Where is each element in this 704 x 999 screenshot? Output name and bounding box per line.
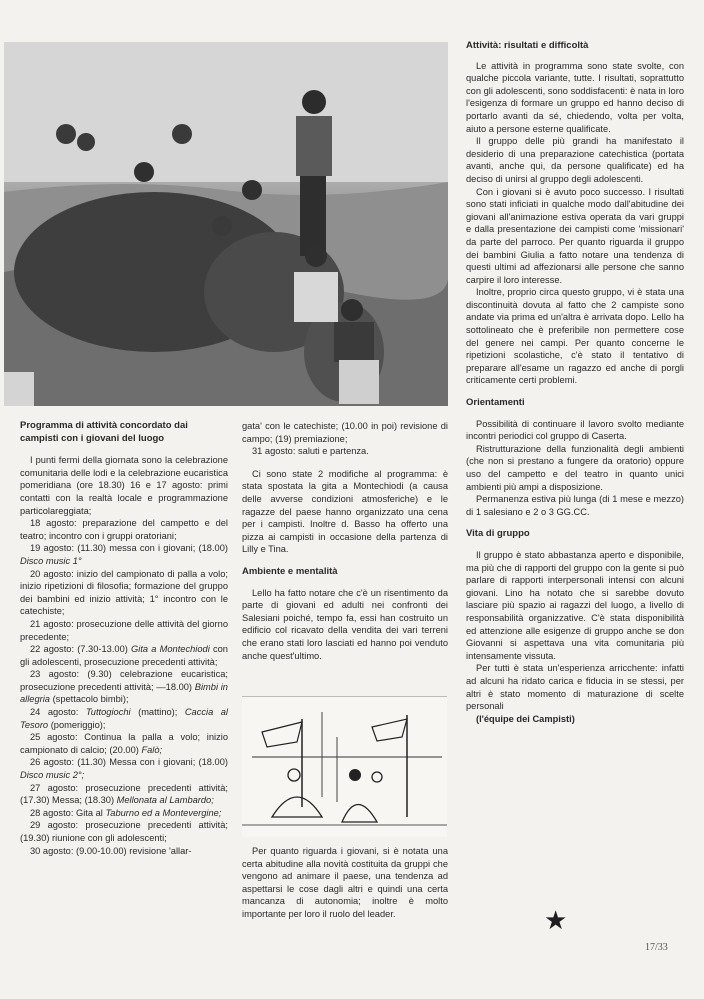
group-life-heading: Vita di gruppo bbox=[466, 528, 530, 540]
program-day-28: 28 agosto: Gita al Taburno ed a Montevergine; bbox=[30, 807, 222, 818]
results-paragraph-3: Con i giovani si è avuto poco successo. I risultati sono stati inficiati in qualche modo dall'abitudine dei giovani all'animazione estiva operata da vari gruppi e dalla presentazione dei campisti come 'missionari' da parte del parroco. Per quanto riguarda il gruppo dei bambini Giulia a fatto notare una tendenza di questi ultimi ad affezionarsi alle persone che sanno carpire il loro interesse. bbox=[466, 186, 684, 285]
orientations-paragraph-3: Permanenza estiva più lunga (di 1 mese e mezzo) di 1 salesiano e 2 o 3 GG.CC. bbox=[466, 494, 684, 517]
column-middle bbox=[242, 420, 448, 662]
sketch-illustration bbox=[242, 696, 447, 837]
signature: (l'équipe dei Campisti) bbox=[476, 713, 575, 724]
results-paragraph-4: Inoltre, proprio circa questo gruppo, vi è stata una discontinuità dovuta al fatto che 2 campiste sono andate via prima ed un'altra è arrivata dopo. Lello ha sottolineato che è preferibile non permettere cose del genere nei campi. Per quanto concerne le ripetizioni scolastiche, c'è stato il tentativo di preparare all'esame un ragazzo ed anche di porgli criticamente certi problemi. bbox=[466, 287, 684, 386]
results-heading: Attività: risultati e difficoltà bbox=[466, 40, 589, 51]
program-continued: gata' con le catechiste; (10.00 in poi) revisione di campo; (19) premiazione; bbox=[242, 421, 448, 444]
column-middle-bottom bbox=[242, 845, 448, 921]
orientations-heading: Orientamenti bbox=[466, 397, 525, 409]
environment-paragraph-2: Per quanto riguarda i giovani, si è notata una certa abitudine alla novità costituita da gruppi che vengono ad animare il paese, una tendenza ad aspettarsi le cose dagli altri e quindi una certa mancanza di autonomia; inoltre è molto importante per loro il ruolo del leader. bbox=[242, 846, 448, 919]
column-right bbox=[466, 40, 684, 725]
program-day-24: 24 agosto: Tuttogiochi (mattino); Caccia al Tesoro (pomeriggio); bbox=[20, 707, 228, 730]
column-left bbox=[20, 420, 228, 857]
group-life-paragraph-2: Per tutti è stata un'esperienza arricchente: infatti ad alcuni ha ridato carica e fiducia in se stessi, per altri è stato momento di maturazione di scelte personali bbox=[466, 663, 684, 712]
program-day-27: 27 agosto: prosecuzione precedenti attività; (17.30) Messa; (18.30) Mellonata al Lambardo; bbox=[20, 782, 228, 806]
program-day-22: 22 agosto: (7.30-13.00) Gita a Montechiodi con gli adolescenti, prosecuzione precedenti attività; bbox=[20, 644, 228, 667]
environment-paragraph-1: Lello ha fatto notare che c'è un risentimento da parte di giovani ed adulti nei confronti dei Salesiani poiché, tempo fa, essi han costruito un edificio col ricavato della vendita dei vari terreni che erano stati loro lasciati ed hanno poi venduto anche quest'ultimo. bbox=[242, 587, 448, 661]
page-number: 17/33 bbox=[645, 942, 668, 953]
program-day-31: 31 agosto: saluti e partenza. bbox=[252, 446, 369, 457]
orientations-paragraph-2: Ristrutturazione della funzionalità degli ambienti (che non si prestano a fungere da oratorio) oppure uso del campetto e del teatro in quanto unici ambienti più ampi a disposizione. bbox=[466, 443, 684, 492]
program-heading: Programma di attività concordato dai campisti con i giovani del luogo bbox=[20, 420, 188, 444]
program-intro: I punti fermi della giornata sono la celebrazione comunitaria delle lodi e la celebrazione eucaristica pomeridiana (ore 18.30) 16 e 17 agosto: primi contatti con la realtà locale e programmazione particolareggiata; bbox=[20, 455, 228, 516]
orientations-paragraph-1: Possibilità di continuare il lavoro svolto mediante incontri periodici col gruppo di Caserta. bbox=[466, 418, 684, 442]
results-paragraph-1: Le attività in programma sono state svolte, con qualche piccola variante, tutte. I risultati, soprattutto con gli adolescenti, sono soddisfacenti: è nata in loro l'esigenza di formare un gruppo ed hanno deciso di portarlo avanti da sé, chiedendo, volta per volta, aiuto a persone esterne qualificate. bbox=[466, 60, 684, 134]
program-day-30: 30 agosto: (9.00-10.00) revisione 'allar- bbox=[30, 845, 192, 856]
star-icon: ★ bbox=[544, 905, 568, 935]
program-day-20: 20 agosto: inizio del campionato di palla a volo; inizio ripetizioni di filosofia; formazione del gruppo dei bambini ed inizio attività; 1° incontro con le catechiste; bbox=[20, 568, 228, 617]
program-day-23: 23 agosto: (9.30) celebrazione eucaristica; prosecuzione precedenti attività; —18.00) Bimbi in allegria (spettacolo bimbi); bbox=[20, 669, 228, 705]
group-photo bbox=[4, 42, 448, 406]
program-day-25: 25 agosto: Continua la palla a volo; inizio campionato di calcio; (20.00) Falò; bbox=[20, 732, 228, 755]
program-changes: Ci sono state 2 modifiche al programma: è stata spostata la gita a Montechiodi (a causa delle avverse condizioni atmosferiche) e le ragazze del paese hanno organizzato una cena per i campisti. Inoltre d. Basso ha offerto una pizza ai campisti in occasione della partenza di Lilly e Tina. bbox=[242, 468, 448, 555]
program-day-18: 18 agosto: preparazione del campetto e del teatro; incontro con i gruppi oratoriani; bbox=[20, 518, 228, 541]
results-paragraph-2: Il gruppo delle più grandi ha manifestato il desiderio di una preparazione catechistica (portata avanti, anche qui, da persone qualificate) ed ha deciso di unirsi al gruppo degli adolescenti. bbox=[466, 136, 684, 184]
environment-heading: Ambiente e mentalità bbox=[242, 565, 338, 577]
program-day-26: 26 agosto: (11.30) Messa con i giovani; (18.00) Disco music 2°; bbox=[20, 757, 228, 781]
group-life-paragraph-1: Il gruppo è stato abbastanza aperto e disponibile, ma più che di rapporti del gruppo con la gente si può parlare di rapporti interpersonali intensi con alcuni giovani. Lino ha notato che si sarebbe dovuto lasciare più spazio ai ragazzi del luogo, a livello di responsabilità organizzative. C'è stata disponibilità ed attenzione alle esigenze di gruppo anche se don Giovanni si aspettava una vita comunitaria più intensamente vissuta. bbox=[466, 549, 684, 661]
program-day-29: 29 agosto: prosecuzione precedenti attività; (19.30) riunione con gli adolescenti; bbox=[20, 820, 228, 843]
program-day-19: 19 agosto: (11.30) messa con i giovani; (18.00) Disco music 1° bbox=[20, 543, 228, 566]
program-day-21: 21 agosto: prosecuzione delle attività del giorno precedente; bbox=[20, 618, 228, 642]
